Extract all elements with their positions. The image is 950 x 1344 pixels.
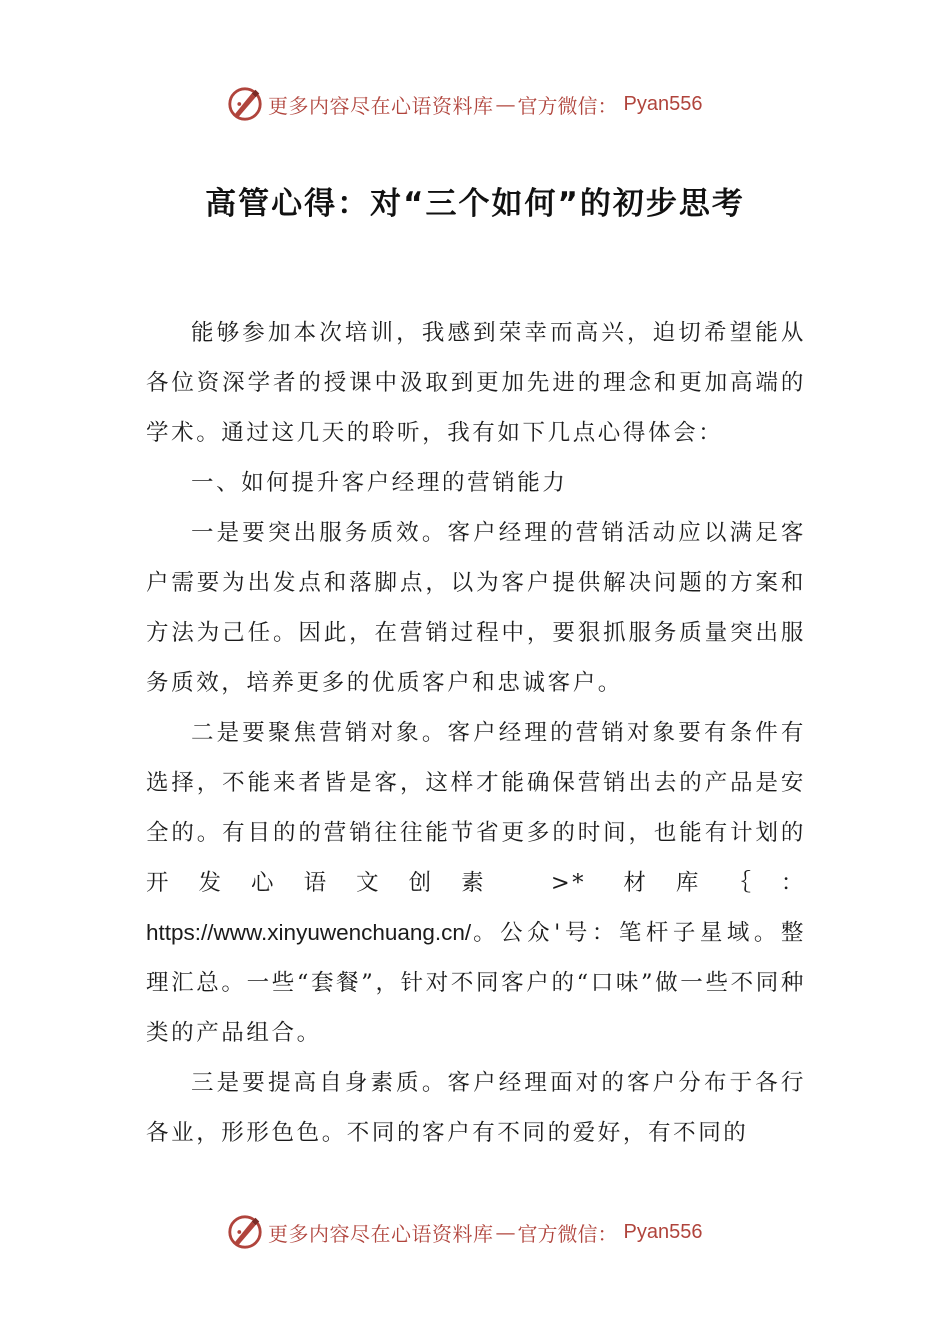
pen-logo-icon: [226, 1213, 264, 1251]
footer-banner-dash: —: [495, 1220, 516, 1244]
banner-official-label: 官方微信：: [517, 93, 618, 118]
footer-banner-wechat-id: Pyan556: [623, 1220, 703, 1243]
source-link-part2[interactable]: www.xinyuwenchuang.cn/: [213, 920, 472, 945]
header-banner: [226, 84, 702, 124]
banner-dash: —: [495, 92, 516, 116]
footer-banner: [226, 1212, 702, 1252]
paragraph-point-1: 一是要突出服务质效。客户经理的营销活动应以满足客户需要为出发点和落脚点，以为客户提供解决问题的方案和方法为己任。因此，在营销过程中，要狠抓服务质量突出服务质效，培养更多的优质客户和忠诚客户。: [146, 520, 806, 696]
paragraph-point-2: [146, 708, 806, 1058]
footer-banner-text: 更多内容尽在心语资料库: [268, 1221, 494, 1246]
page-title: 高管心得：对“三个如何”的初步思考: [205, 186, 745, 222]
pen-logo-icon: [226, 85, 264, 123]
banner-text: 更多内容尽在心语资料库: [268, 93, 494, 118]
paragraph-point-2-text: 二是要聚焦营销对象。客户经理的营销对象要有条件有选择，不能来者皆是客，这样才能确保营销出去的产品是安全的。有目的的营销往往能节省更多的时间，也能有计划的开发心语文创素 >* 材库｛：: [146, 720, 806, 896]
footer-banner-official-label: 官方微信：: [517, 1221, 618, 1246]
paragraph-point-3: 三是要提高自身素质。客户经理面对的客户分布于各行各业，形形色色。不同的客户有不同的爱好，有不同的: [146, 1070, 806, 1146]
section-heading-1: 一、如何提升客户经理的营销能力: [191, 470, 568, 496]
banner-wechat-id: Pyan556: [623, 92, 703, 115]
paragraph-intro: 能够参加本次培训，我感到荣幸而高兴，迫切希望能从各位资深学者的授课中汲取到更加先进的理念和更加高端的学术。通过这几天的聆听，我有如下几点心得体会：: [146, 320, 806, 446]
paragraph-point-2-end: 种类的产品组合。: [146, 970, 806, 1046]
source-link-part1[interactable]: https://: [146, 920, 214, 945]
document-body: [146, 308, 806, 1158]
paragraph-point-2-tail: 。公众'号：笔杆子星域。整理汇总。一些“套餐”，针对不同客户的“口味”做一些不同: [146, 920, 806, 996]
